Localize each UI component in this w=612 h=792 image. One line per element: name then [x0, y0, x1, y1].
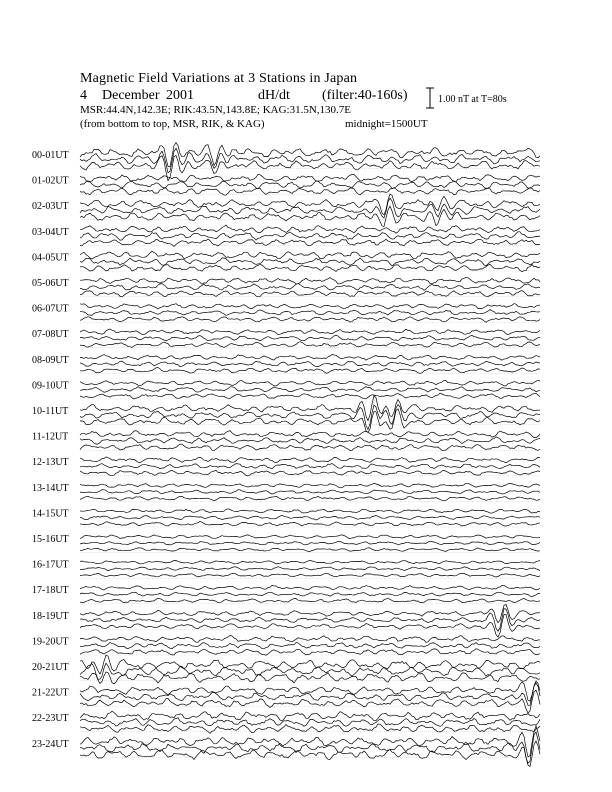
row-label: 10-11UT [32, 406, 69, 417]
trace-kag [80, 431, 540, 438]
trace-order-note: (from bottom to top, MSR, RIK, & KAG) [80, 118, 265, 130]
row-label: 02-03UT [32, 201, 69, 213]
trace-rik [80, 683, 540, 705]
trace-kag [80, 681, 540, 701]
row-label: 21-22UT [32, 687, 69, 699]
trace-msr [80, 690, 540, 713]
trace-kag [80, 655, 540, 674]
row-label: 05-06UT [32, 278, 69, 289]
trace-kag [80, 143, 540, 167]
trace-kag [80, 535, 540, 539]
trace-rik [80, 361, 540, 367]
trace-kag [80, 278, 540, 285]
trace-kag [80, 509, 540, 513]
row-label: 19-20UT [32, 636, 69, 648]
trace-kag [80, 380, 540, 386]
trace-rik [80, 490, 540, 494]
trace-msr [80, 615, 540, 638]
trace-rik [80, 310, 540, 316]
row-label: 13-14UT [32, 482, 69, 494]
row-label: 03-04UT [32, 226, 69, 238]
station-coordinates: MSR:44.4N,142.3E; RIK:43.5N,143.8E; KAG:31.5N,130.7E [80, 104, 352, 116]
row-label: 00-01UT [32, 150, 69, 161]
trace-rik [80, 732, 540, 763]
trace-rik [80, 643, 540, 649]
trace-rik [80, 335, 540, 341]
trace-msr [80, 521, 540, 526]
trace-msr [80, 444, 540, 450]
trace-rik [80, 464, 540, 469]
trace-kag [80, 355, 540, 361]
scale-bar-label: 1.00 nT at T=80s [438, 94, 507, 105]
trace-kag [80, 329, 540, 335]
trace-rik [80, 258, 540, 266]
trace-msr [80, 470, 540, 476]
trace-kag [80, 194, 540, 215]
trace-kag [80, 585, 540, 590]
trace-rik [80, 181, 540, 189]
row-label: 08-09UT [32, 354, 69, 366]
row-label: 17-18UT [32, 585, 69, 597]
trace-msr [80, 393, 540, 399]
date-year: 2001 [166, 88, 194, 103]
trace-kag [80, 304, 540, 309]
trace-rik [80, 387, 540, 393]
trace-rik [80, 437, 540, 444]
trace-kag [80, 175, 540, 183]
trace-rik [80, 198, 540, 218]
trace-msr [80, 649, 540, 656]
trace-msr [80, 741, 540, 766]
trace-msr [80, 496, 540, 500]
date-month: December [102, 88, 160, 103]
trace-rik [80, 284, 540, 291]
row-label: 14-15UT [32, 508, 69, 520]
row-label: 11-12UT [32, 431, 69, 443]
trace-rik [80, 541, 540, 545]
trace-kag [80, 457, 540, 463]
date-day: 4 [80, 88, 87, 103]
row-label: 09-10UT [32, 380, 69, 392]
trace-rik [80, 567, 540, 571]
trace-rik [80, 148, 540, 172]
trace-kag [80, 225, 540, 233]
component-label: dH/dt [258, 88, 290, 103]
midnight-note: midnight=1500UT [345, 118, 428, 130]
trace-msr [80, 548, 540, 552]
trace-msr [80, 342, 540, 348]
row-label: 07-08UT [32, 329, 69, 341]
trace-msr [80, 317, 540, 323]
trace-msr [80, 409, 540, 433]
chart-title: Magnetic Field Variations at 3 Stations in Japan [80, 71, 358, 86]
row-label: 23-24UT [32, 738, 69, 750]
trace-msr [80, 672, 540, 684]
trace-msr [80, 291, 540, 297]
trace-kag [80, 726, 540, 757]
row-label: 16-17UT [32, 559, 69, 571]
trace-msr [80, 573, 540, 577]
trace-msr [80, 264, 540, 271]
filter-label: (filter:40-160s) [322, 88, 408, 103]
row-label: 06-07UT [32, 303, 69, 315]
trace-msr [80, 368, 540, 374]
row-label: 04-05UT [32, 252, 69, 264]
trace-rik [80, 592, 540, 597]
trace-rik [80, 232, 540, 241]
row-label: 22-23UT [32, 713, 69, 725]
row-label: 12-13UT [32, 457, 69, 469]
trace-kag [80, 560, 540, 564]
trace-rows [32, 143, 540, 767]
row-label: 20-21UT [32, 662, 69, 673]
trace-msr [80, 598, 540, 603]
row-label: 15-16UT [32, 534, 69, 545]
row-label: 18-19UT [32, 610, 69, 622]
trace-kag [80, 636, 540, 643]
trace-kag [80, 251, 540, 259]
trace-msr [80, 206, 540, 226]
trace-kag [80, 483, 540, 488]
row-label: 01-02UT [32, 175, 69, 187]
trace-rik [80, 515, 540, 520]
